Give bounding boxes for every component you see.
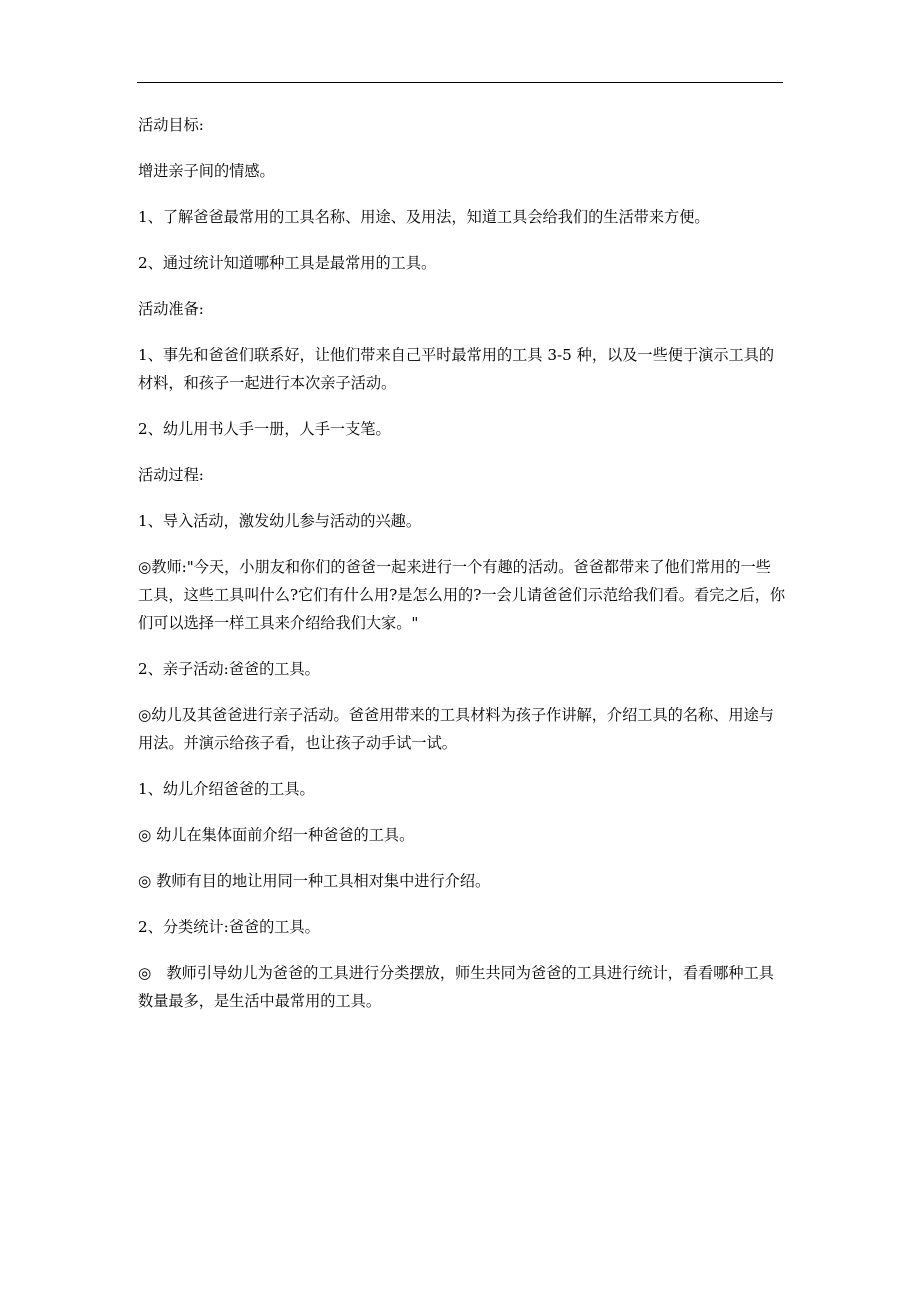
paragraph: ◎教师:"今天，小朋友和你们的爸爸一起来进行一个有趣的活动。爸爸都带来了他们常用的一些工具，这些工具叫什么?它们有什么用?是怎么用的?一会儿请爸爸们示范给我们看。看完之后，你们可以选择一样工具来介绍给我们大家。" bbox=[138, 558, 786, 632]
paragraph: 1、了解爸爸最常用的工具名称、用途、及用法，知道工具会给我们的生活带来方便。 bbox=[138, 208, 710, 226]
paragraph: ◎ 幼儿在集体面前介绍一种爸爸的工具。 bbox=[138, 826, 415, 844]
document-body bbox=[138, 111, 786, 1033]
paragraph: 增进亲子间的情感。 bbox=[138, 162, 275, 180]
paragraph: 2、亲子活动:爸爸的工具。 bbox=[138, 660, 320, 678]
header-rule bbox=[137, 82, 783, 83]
paragraph: 1、事先和爸爸们联系好，让他们带来自己平时最常用的工具 3-5 种，以及一些便于演示工具的材料，和孩子一起进行本次亲子活动。 bbox=[138, 346, 775, 392]
section-heading-preparation: 活动准备: bbox=[138, 300, 204, 318]
paragraph: 1、幼儿介绍爸爸的工具。 bbox=[138, 780, 315, 798]
paragraph: 2、幼儿用书人手一册，人手一支笔。 bbox=[138, 420, 391, 438]
paragraph: ◎幼儿及其爸爸进行亲子活动。爸爸用带来的工具材料为孩子作讲解，介绍工具的名称、用途与用法。并演示给孩子看，也让孩子动手试一试。 bbox=[138, 706, 774, 752]
paragraph: ◎ 教师有目的地让用同一种工具相对集中进行介绍。 bbox=[138, 872, 491, 890]
paragraph: 2、分类统计:爸爸的工具。 bbox=[138, 918, 320, 936]
paragraph: 1、导入活动，激发幼儿参与活动的兴趣。 bbox=[138, 512, 422, 530]
section-heading-process: 活动过程: bbox=[138, 466, 204, 484]
paragraph: 2、通过统计知道哪种工具是最常用的工具。 bbox=[138, 254, 437, 272]
paragraph: ◎ 教师引导幼儿为爸爸的工具进行分类摆放，师生共同为爸爸的工具进行统计，看看哪种工具数量最多，是生活中最常用的工具。 bbox=[138, 964, 774, 1010]
section-heading-goals: 活动目标: bbox=[138, 116, 204, 134]
